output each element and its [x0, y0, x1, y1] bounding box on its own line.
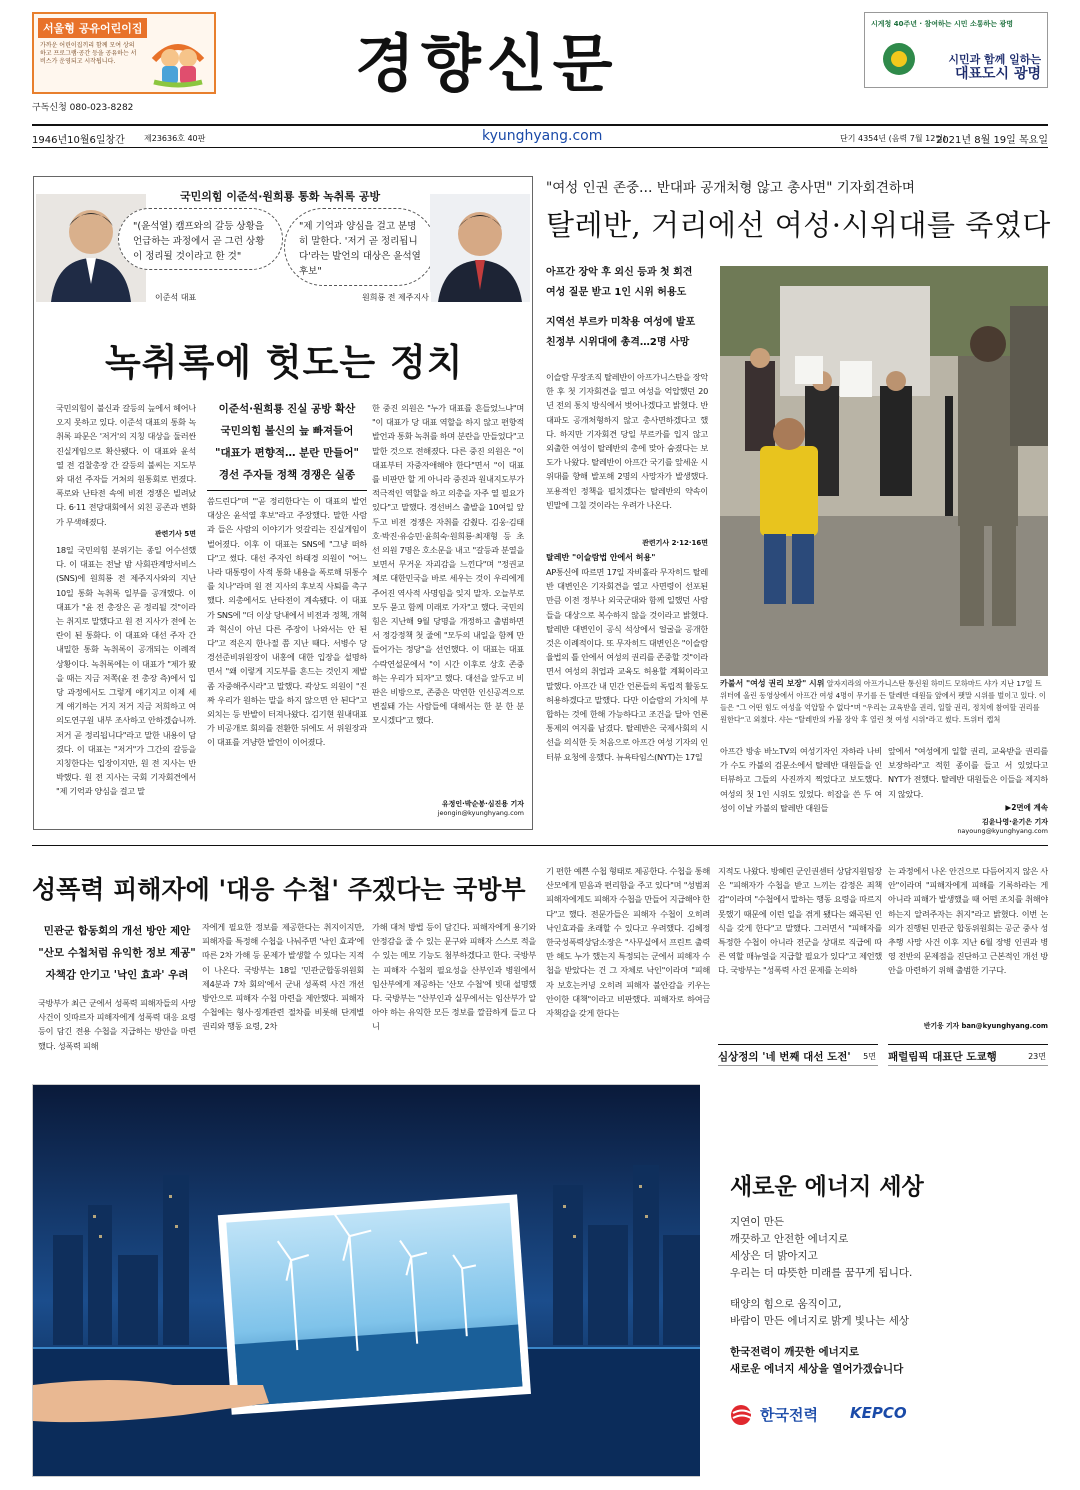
afghan-email[interactable]: nayoung@kyunghyang.com: [957, 827, 1048, 835]
military-subheads: [32, 920, 202, 986]
section-divider: [32, 845, 1048, 846]
military-column-2: 자에게 필요한 정보를 제공한다는 취지이지만, 피해자를 특정해 수첩을 나눠주면 '낙인 효과'에 따른 2차 가해 등 문제가 발생할 수 있다는 지적이 나온다. 국방부는 18일 '민관군합동위원회 제4분과 7차 회의'에서 군내 성폭력 사건 개선 방안으로 피해자 수첩 마련을 제안했다. 피해자 수첩에는 형사·징계관련 절차를 비롯해 단계별 권리와 행동 요령, 2차: [202, 922, 364, 1032]
afghan-sub3: 지역선 부르카 미착용 여성에 발포: [546, 317, 696, 328]
ref1-page: 5면: [863, 1052, 876, 1061]
ref2-title: 패럴림픽 대표단 도쿄행: [888, 1051, 997, 1063]
afghan-col1b-text: AP통신에 따르면 17일 자비훌라 무자히드 탈레반 대변인은 기자회견을 열고 사면령이 선포된 만큼 이전 정부나 외국군대와 함께 일했던 사람들을 대상으로 복수하지 않을 것이라고 밝혔다. 탈레반 대변인이 공식 석상에서 얼굴을 공개한 것은 이례적이다. 또 무자히드 대변인은 "이슬람 율법의 틀 안에서 여성의 권리를 존중할 것"이라면서 여성의 취업과 교육도 허용할 계획이라고 말했다. 아프간 내 민간 언론들의 독립적 활동도 허용하겠다고 말했다. 다만 이슬람의 가치에 부합하는 것에 한해 가능하다고 조건을 달아 언론 통제의 여지를 남겼다. 탈레반은 국제사회의 시선을 의식한 듯 처음으로 아프간 여성 기자의 인터뷰 요청에 응했다. 뉴욕타임스(NYT)는 17일: [546, 567, 708, 762]
lead-sub1: 이준석·원희룡 진실 공방 확산: [218, 403, 356, 415]
afghan-subheads: [546, 263, 716, 353]
ad-seoul-childcare[interactable]: [32, 12, 216, 94]
quote-bubble-right: "제 기억과 양심을 걸고 분명히 말한다. '저거 곧 정리됩니다'라는 발언의 대상은 윤석열 후보": [284, 208, 436, 286]
ad-p2-line1: 태양의 힘으로 움직이고,: [730, 1298, 842, 1310]
lead-col3-text: 한 중진 의원은 "누가 대표를 흔들었느냐"며 "이 대표가 당 대표 역할을 하지 않고 편향적 발언과 통화 녹취를 하며 분란을 만들었다"고 말한 것으로 전해졌다. 다른 중진 의원은 "이 대표부터 자중자애해야 한다"면서 "이 대표를 비판만 할 게 아니라 중진과 원내지도부가 적극적인 역할을 하고 의총을 자주 열 필요가 있다"고 말했다. 경선버스 출발을 10여일 앞두고 비전 경쟁은 자취를 감췄다. 김웅·김태호·박진·유승민·윤희숙·원희룡·최재형 등 초선 의원 7명은 호소문을 내고 "갈등과 분열을 보면서 무거운 자괴감을 느낀다"며 "정권교체로 대한민국을 바로 세우는 것이 우리에게 주어진 역사적 사명임을 잊지 말자. 오늘부로 모두 묻고 함께 미래로 가자"고 했다. 국민의힘은 지난해 9월 당명을 개정하고 출범하면서 정강정책 첫 줄에 "모두의 내일을 함께 만들어가는 정당"을 선언했다. 이 대표는 대표 수락연설문에서 "이 시간 이후로 상호 존중 하는 우리가 되자"고 했다. 대선을 앞두고 비판은 비방으로, 존중은 막연한 인신공격으로 변질돼 가는 사람들에 대해서는 한 분 한 분 모시겠다"고 했다.: [372, 403, 524, 726]
ad-copy: [730, 1214, 1030, 1378]
caption-title: 카불서 "여성 권리 보장" 시위: [720, 679, 825, 688]
afghan-column-2: 아프간 방송 바노TV의 여성기자인 자하라 나비가 수도 카불의 검문소에서 탈레반 대원들을 인터뷰하고 그들의 사진까지 찍었다고 보도했다. 여성의 첫 1인 시위도 있었다. 히잡을 쓴 두 여성이 이날 카불의 탈레반 대원들: [720, 746, 882, 813]
military-column-4: 기 편한 예쁜 수첩 형태로 제공한다. 수첩을 통해 산모에게 믿음과 편리함을 주고 있다"며 "성범죄 피해자에게도 피해자 수첩을 만들어 지급해야 한다"고 했다. 전문가들은 피해자 수첩이 오히려 낙인효과를 초래할 수 있다고 우려했다. 김혜정 한국성폭력상담소장은 "사무실에서 프린트 출력만 해도 누가 했는지 특정되는 군에서 피해자 수첩을 받았다는 건 그 자체로 낙인"이라며 "피해자 보호는커녕 오히려 피해자 불안감을 키우는 안이한 대책"이라고 비판했다. 피해자로 하여금 자책감을 갖게 한다는: [546, 866, 710, 1019]
military-column-1: 국방부가 최근 군에서 성폭력 피해자들의 사망 사건이 잇따르자 피해자에게 성폭력 대응 요령 등이 담긴 전용 수첩을 지급하는 방안을 마련했다. 성폭력 피해: [38, 998, 196, 1051]
dateline-bar: [32, 124, 1048, 148]
kabul-protest-photo: [720, 266, 1048, 676]
lead-headline: 녹취록에 헛도는 정치: [105, 340, 464, 384]
ref-sim-sangjeong[interactable]: [718, 1044, 878, 1066]
kepco-mark-icon: [730, 1404, 754, 1426]
ad-right-line3: 대표도시 광명: [954, 66, 1041, 82]
ref1-title: 심상정의 '네 번째 대선 도전': [718, 1051, 851, 1063]
caption-lee: 이준석 대표: [155, 293, 197, 302]
protest-scene-illustration: [720, 266, 1048, 676]
kepco-brand-en: KEPCO: [850, 1404, 907, 1422]
family-illustration-icon: [148, 24, 208, 88]
lead-byline: 유정인·박순봉·심진용 기자: [441, 800, 524, 808]
founded-date: 1946년10월6일창간: [32, 135, 125, 146]
military-column-3: 가해 대처 방법 등이 담긴다. 피해자에게 용기와 안정감을 줄 수 있는 문구와 피해자 스스로 적을 수 있는 메모 기능도 첨부하겠다고 한다. 국방부는 피해자 수첩의 필요성을 산부인과 병원에서 임산부에게 제공하는 '산모 수첩'에 빗대 설명했다. 국방부는 "산부인과 실무에서는 임산부가 알아야 하는 유익한 모든 정보를 깔끔하게 들고 다니: [372, 922, 536, 1032]
ad-p1-line2: 깨끗하고 안전한 에너지로: [730, 1233, 849, 1245]
ref2-page: 23면: [1028, 1052, 1046, 1061]
lead-col1-text: 국민의힘이 불신과 갈등의 늪에서 헤어나오지 못하고 있다. 이준석 대표의 통화 녹취록 파문은 '저거'의 지칭 대상을 둘러싼 진실게임으로 확산됐다. 이 대표와 윤석열 전 검찰총장 간 갈등의 불씨는 지도부와 대선 주자들 거쳐의 원통회로 번졌다. 폭로와 난타전 속에 비전 경쟁은 빌려났다. 6·11 전당대회에서 외친 공존과 변화가 무색해졌다.: [56, 403, 196, 527]
ad-p2-line2: 바람이 만든 에너지로 밝게 빛나는 세상: [730, 1315, 909, 1327]
military-sub2: "산모 수첩처럼 유익한 정보 제공": [38, 947, 196, 959]
lead-subheads: [207, 398, 367, 486]
military-col6-text: 는 과정에서 나온 안건으로 다듬어지지 않은 사안"이라며 "피해자에게 피해를 기록하라는 게 아니라 피해가 발생했을 때 어떤 조치를 취해야 하는지 알려주자는 취지"라고 밝혔다. 이번 논의가 진행된 민관군 합동위원회는 공군 중사 성추행 사망 사건 이후 지난 6월 장병 인권과 병영 전반의 문제점을 진단하고 근본적인 개선 방안을 마련하기 위해 출범한 기구다.: [888, 866, 1048, 976]
ad-title: 새로운 에너지 세상: [730, 1174, 924, 1200]
ad-right-line2: 시민과 함께 일하는: [948, 53, 1041, 66]
quote-bubble-left: "(윤석열) 캠프와의 갈등 상황을 언급하는 과정에서 곧 그런 상황이 정리될 것이라고 한 것": [118, 208, 283, 270]
lead-column-3: [372, 401, 524, 825]
ad-p1-line1: 지연이 만든: [730, 1216, 785, 1228]
lead-column-2: 씀드린다"며 "'곧 정리한다'는 이 대표의 발언 대상은 윤석열 후보"라고 주장했다. 말한 사람과 들은 사람의 이야기가 엇갈리는 진실게임이 벌어졌다. 이후 이 대표는 SNS에 "그냥 떠하다"고 썼다. 대선 주자인 하태경 의원이 "어느 나라 대통령이 사적 통화 내용을 폭로해 뒤통수를 치나"라며 원 전 지사의 후보직 사퇴를 촉구했다. 의총에서도 난타전이 계속됐다. 이 대표가 SNS에 "더 이상 당내에서 비전과 정책, 개혁과 혁신이 아닌 다른 주장이 나와서는 안 된다"고 적은지 한나절 쯤 지난 때다. 서병수 당 경선준비위원장이 내홍에 대한 입장을 설명하면서 "왜 이렇게 지도부를 흔드는 것인지 제발 좀 자중해주시라"고 말했다. 곽상도 의원이 "진짜 우리가 원하는 말을 하지 않으면 안 된다"고 외치는 등 반발이 터져나왔다. 김기현 원내대표가 비공개로 회의를 전환한 뒤에도 서 위원장과 이 대표를 겨냥한 발언이 이어졌다.: [207, 496, 367, 748]
photo-caption: [720, 678, 1048, 726]
afghan-col1-text: 이슬람 무장조직 탈레반이 아프가니스탄을 장악한 후 첫 기자회견을 열고 여성을 억압했던 20년 전의 통치 방식에서 벗어나겠다고 밝혔다. 반대파도 공개처형하지 않고 총사면하겠다고 했다. 하지만 기자회견 당일 부르카를 입지 않고 외출한 여성이 탈레반의 총에 맞아 숨졌다는 보도가 나왔다. 탈레반이 아프간 국기를 앞세운 시위대를 향해 발포해 2명의 사망자가 발생했다. 포용적인 정책을 펼치겠다는 탈레반의 약속이 빈말에 그칠 것이라는 우려가 나온다.: [546, 372, 708, 510]
lunar-date: 단기 4354년 (음력 7월 12일): [840, 134, 947, 143]
caption-text: 알자지라의 아프가니스탄 통신원 하미드 모하마드 샤가 지난 17일 트위터에 올린 동영상에서 아프간 여성 4명이 무기를 든 탈레반 대원들 앞에서 팻말 시위를 벌이고 있다. 이들은 "그 어떤 힘도 여성을 억압할 수 없다"며 "우리는 교육받을 권리, 일할 권리, 정치에 참여할 권리를 원한다"고 외쳤다. 샤는 "탈레반의 카불 장악 후 열린 첫 여성 시위"라고 썼다. 트위터 캡처: [720, 679, 1046, 724]
lead-sub4: 경선 주자들 정책 경쟁은 실종: [218, 469, 356, 481]
subscription-info: 구독신청 080-023-8282: [32, 103, 134, 113]
city-emblem-icon: [875, 37, 923, 81]
military-sub3: 자책감 안기고 '낙인 효과' 우려: [45, 969, 189, 981]
caption-won: 원희룡 전 제주지사: [362, 293, 429, 302]
afghan-headline: 탈레반, 거리에선 여성·시위대를 죽였다: [546, 208, 1051, 242]
ad-left-tag: 서울형 공유어린이집: [38, 18, 147, 38]
lead-sub2: 국민의힘 불신의 늪 빠져들어: [220, 425, 354, 437]
ad-p1-line3: 세상은 더 밝아지고: [730, 1250, 818, 1262]
ad-gwangmyeong[interactable]: [864, 12, 1048, 88]
lead-column-1: [56, 401, 196, 825]
site-url[interactable]: kyunghyang.com: [482, 128, 603, 144]
ad-p3-line1: 한국전력이 깨끗한 에너지로: [730, 1346, 860, 1358]
afghan-col3-text: 앞에서 "여성에게 일할 권리, 교육받을 권리를 보장하라"고 적힌 종이를 들고 서 있었다고 NYT가 전했다. 탈레반 대원들은 이들을 제지하지 않았다.: [888, 746, 1048, 799]
afghan-byline: 김윤나영·윤기은 기자: [982, 818, 1048, 826]
afghan-continued: ▶2면에 계속: [1005, 803, 1048, 812]
lead-col1b-text: 18일 국민의힘 분위기는 종일 어수선했다. 이 대표는 전날 밤 사회관계망서비스(SNS)에 원희룡 전 제주지사와의 지난 10일 통화 녹취록 일부를 공개했다. 이 대표가 "윤 전 총장은 곧 정리될 것"이라는 취지로 말했다고 원 전 지사가 전에 논란이 된 통화다. 이 대표와 대선 주자 간 내밀한 통화 녹취록이 공개되는 이례적 상황이다. 녹취록에는 이 대표가 "제가 봤을 때는 지금 저쪽(윤 전 총장 측)에서 입당 과정에서도 그렇게 얘기지고 이제 세게 얘기하는 거지 저거 지금 저희하고 여의도연구원 내부 조사하고 안하겠습니까. 저거 곧 정리됩니다"라고 말한 내용이 담겼다. 이 대표는 "저거"가 그간의 갈등을 지칭한다는 입장이지만, 원 전 지사는 반박했다. 원 전 지사는 국회 기자회견에서 "제 기억과 양심을 걸고 말: [56, 545, 196, 797]
ad-left-text: 가까운 어린이집끼리 함께 모여 상의하고 프로그램·공간 등을 공유하는 서비스가 운영되고 시작됩니다.: [40, 42, 137, 65]
military-byline: 반기웅 기자 ban@kyunghyang.com: [923, 1022, 1048, 1030]
military-column-6: [888, 864, 1048, 1040]
afghan-column-3: [888, 744, 1048, 836]
military-column-5: 지적도 나왔다. 방혜린 군인권센터 상담지원팀장은 "피해자가 수첩을 받고 느끼는 감정은 죄책감"이라며 "수첩에서 말하는 행동 요령을 따르지 못했기 때문에 이런 일을 겪게 됐다는 왜곡된 인식을 갖게 한다"고 말했다. 그러면서 "피해자를 특정한 수첩이 아니라 전군을 상대로 직급에 따른 역할 매뉴얼을 지급할 필요가 있다"고 제언했다. 국방부는 "성폭력 사건 문제를 논의하: [718, 866, 882, 976]
lead-email[interactable]: jeongin@kyunghyang.com: [437, 809, 524, 817]
afghan-col1-sub: 탈레반 "이슬람법 안에서 허용": [546, 553, 656, 562]
ad-right-line1: 시게청 40주년 · 참여하는 시민 소통하는 광명: [871, 20, 1013, 28]
issue-number: 제23636호 40판: [144, 134, 206, 143]
afghan-sub2: 여성 질문 받고 1인 시위 허용도: [546, 287, 687, 298]
afghan-sub4: 친정부 시위대에 총격…2명 사망: [546, 337, 690, 348]
lead-col1-ref: 관련기사 5면: [154, 530, 196, 538]
newspaper-logo: 경향신문: [355, 27, 619, 100]
afghan-column-1: [546, 370, 708, 840]
won-heeryong-photo: [430, 194, 530, 302]
lead-kicker: 국민의힘 이준석·원희룡 통화 녹취록 공방: [180, 190, 381, 203]
military-sub1: 민관군 합동회의 개선 방안 제안: [43, 925, 191, 937]
kepco-brand-ko: 한국전력: [760, 1406, 818, 1424]
afghan-col1-ref: 관련기사 2·12·16면: [642, 539, 708, 547]
lead-sub3: "대표가 편향적… 분란 만들어": [215, 447, 359, 459]
ad-p3-line2: 새로운 에너지 세상을 열어가겠습니다: [730, 1363, 904, 1375]
afghan-sub1: 아프간 장악 후 외신 등과 첫 회견: [546, 267, 693, 278]
issue-date: 2021년 8월 19일 목요일: [935, 135, 1048, 146]
military-headline: 성폭력 피해자에 '대응 수첩' 주겠다는 국방부: [32, 875, 526, 904]
ad-p1-line4: 우리는 더 따뜻한 미래를 꿈꾸게 됩니다.: [730, 1267, 913, 1279]
afghan-kicker: "여성 인권 존중… 반대파 공개처형 않고 총사면" 기자회견하며: [546, 180, 915, 196]
ref-paralympic[interactable]: [888, 1044, 1048, 1066]
